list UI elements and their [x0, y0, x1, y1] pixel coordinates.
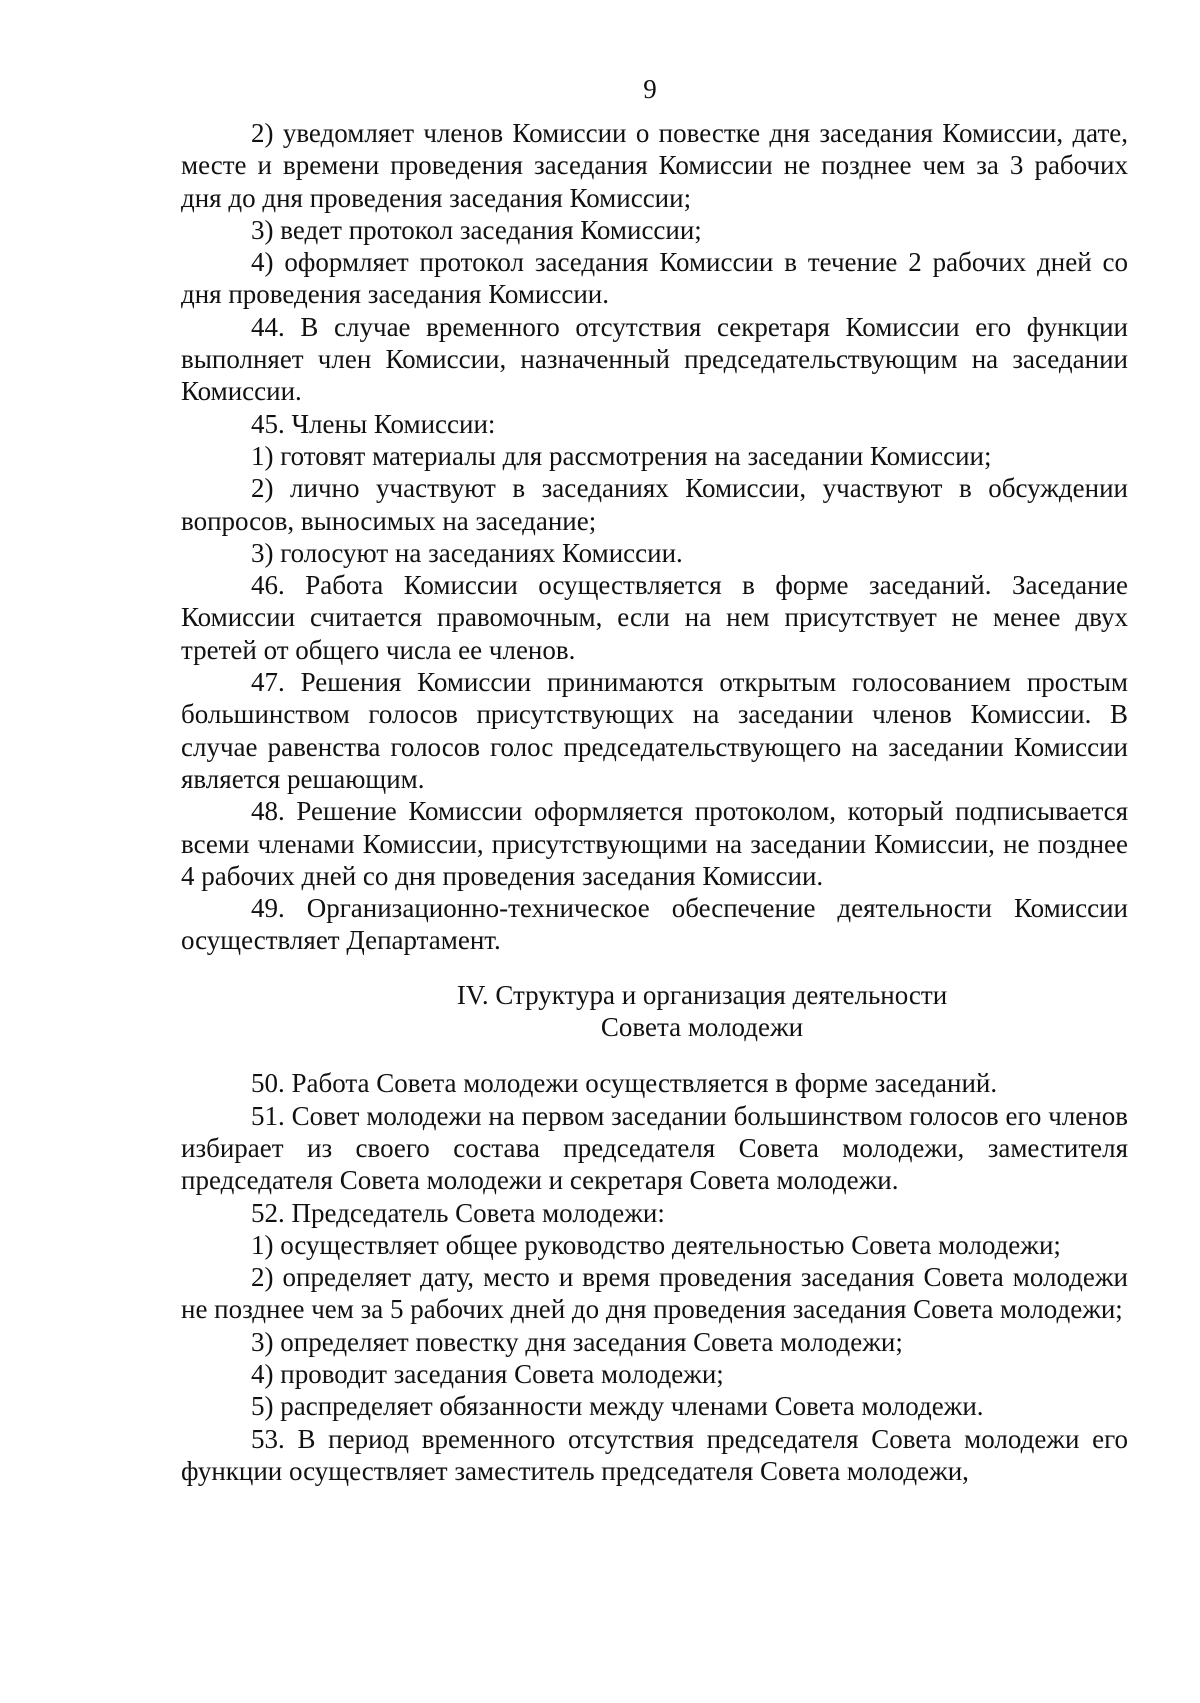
- paragraph-44: 44. В случае временного отсутствия секретаря Комиссии его функции выполняет член Комиссии, назначенный председательствующим на заседании Комиссии.: [181, 311, 1128, 407]
- paragraph-45-item-2: 2) лично участвуют в заседаниях Комиссии, участвуют в обсуждении вопросов, выносимых на заседание;: [181, 473, 1128, 536]
- section-heading-line-1: IV. Структура и организация деятельности: [456, 979, 948, 1010]
- section-spacer: [181, 957, 1128, 979]
- paragraph-52-item-1: 1) осуществляет общее руководство деятельностью Совета молодежи;: [251, 1229, 1061, 1260]
- paragraph-commission-secretary-duty-3: 3) ведет протокол заседания Комиссии;: [251, 214, 702, 245]
- paragraph-45-item-3: 3) голосуют на заседаниях Комиссии.: [251, 537, 683, 568]
- paragraph-51: 51. Совет молодежи на первом заседании большинством голосов его членов избирает из своего состава председателя Совета молодежи, заместителя председателя Совета молодежи и секретаря Совета молодежи.: [181, 1100, 1128, 1196]
- paragraph-48: 48. Решение Комиссии оформляется протоколом, который подписывается всеми членами Комиссии, присутствующими на заседании Комиссии, не позднее 4 рабочих дней со дня проведения заседания Комиссии.: [181, 796, 1128, 891]
- page-number: 9: [643, 74, 657, 104]
- paragraph-commission-secretary-duty-4: 4) оформляет протокол заседания Комиссии в течение 2 рабочих дней со дня проведения заседания Комиссии.: [181, 247, 1128, 310]
- paragraph-52-item-3: 3) определяет повестку дня заседания Совета молодежи;: [251, 1326, 903, 1357]
- paragraph-46: 46. Работа Комиссии осуществляется в форме заседаний. Заседание Комиссии считается правомочным, если на нем присутствует не менее двух третей от общего числа ее членов.: [181, 570, 1128, 665]
- paragraph-commission-secretary-duty-2: 2) уведомляет членов Комиссии о повестке дня заседания Комиссии, дате, месте и времени проведения заседания Комиссии не позднее чем за 3 рабочих дня до дня проведения заседания Комиссии;: [181, 118, 1128, 213]
- section-heading-line-2: Совета молодежи: [600, 1012, 804, 1043]
- paragraph-52-item-5: 5) распределяет обязанности между членами Совета молодежи.: [251, 1391, 984, 1422]
- paragraph-49: 49. Организационно-техническое обеспечение деятельности Комиссии осуществляет Департамент.: [181, 893, 1128, 956]
- paragraph-47: 47. Решения Комиссии принимаются открытым голосованием простым большинством голосов присутствующих на заседании членов Комиссии. В случае равенства голосов голос председательствующего на заседании Комиссии является решающим.: [181, 667, 1128, 794]
- section-spacer: [181, 1043, 1128, 1067]
- paragraph-50: 50. Работа Совета молодежи осуществляется в форме заседаний.: [251, 1068, 998, 1099]
- paragraph-45: 45. Члены Комиссии:: [251, 408, 496, 439]
- paragraph-52-item-4: 4) проводит заседания Совета молодежи;: [251, 1358, 724, 1389]
- paragraph-52: 52. Председатель Совета молодежи:: [251, 1197, 665, 1228]
- paragraph-45-item-1: 1) готовят материалы для рассмотрения на заседании Комиссии;: [251, 440, 992, 471]
- document-body: [181, 117, 1128, 1487]
- paragraph-52-item-2: 2) определяет дату, место и время проведения заседания Совета молодежи не позднее чем за 5 рабочих дней до дня проведения заседания Совета молодежи;: [181, 1262, 1128, 1325]
- paragraph-53: 53. В период временного отсутствия председателя Совета молодежи его функции осуществляет заместитель председателя Совета молодежи,: [181, 1423, 1128, 1486]
